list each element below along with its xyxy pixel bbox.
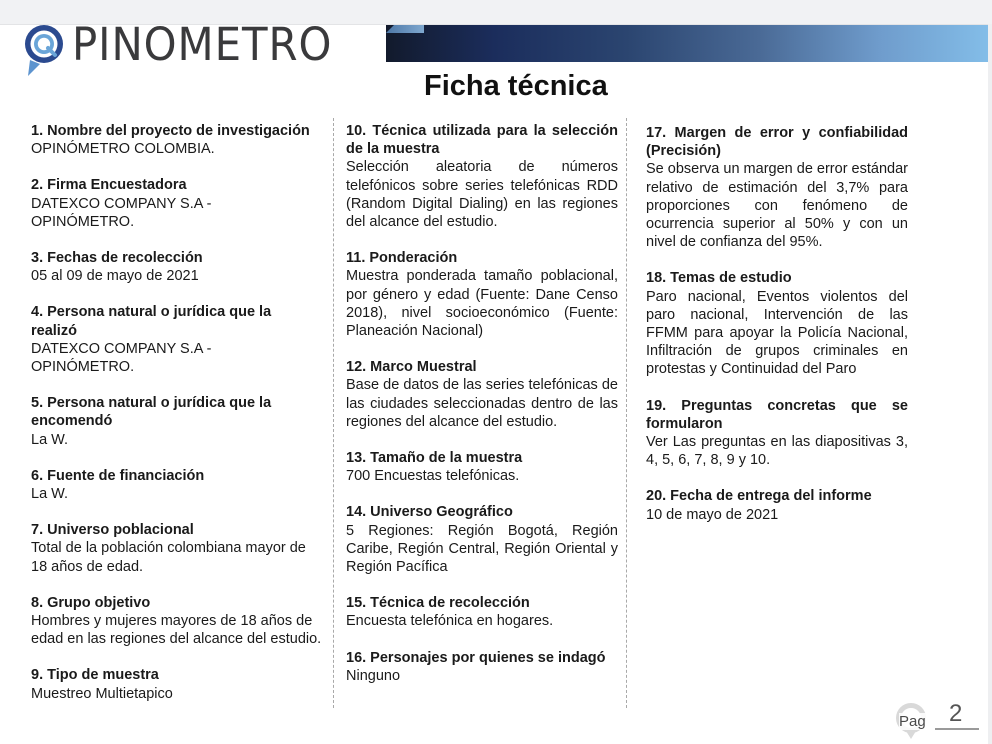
section-body: Total de la población colombiana mayor de 18 años de edad. — [31, 540, 306, 575]
section-body: Muestra ponderada tamaño poblacional, por género y edad (Fuente: Dane Censo 2018), nivel socioeconómico (Fuente: Planeación Nacional) — [346, 268, 618, 340]
section-body: Base de datos de las series telefónicas de las ciudades seleccionadas dentro de las regiones del alcance del estudio. — [346, 377, 618, 430]
section-item — [646, 397, 908, 470]
section-body: 10 de mayo de 2021 — [646, 506, 779, 523]
section-item — [31, 176, 323, 231]
section-heading: 14. Universo Geográfico — [346, 504, 513, 521]
section-body: La W. — [31, 431, 69, 448]
page-title: Ficha técnica — [424, 70, 608, 102]
section-body: Encuesta telefónica en hogares. — [346, 613, 554, 630]
section-body: Ninguno — [346, 667, 401, 684]
section-heading: 20. Fecha de entrega del informe — [646, 488, 872, 505]
section-item — [346, 449, 618, 485]
section-item — [31, 594, 323, 649]
section-body: 700 Encuestas telefónicas. — [346, 468, 520, 485]
page-label: Pag — [899, 713, 926, 730]
section-heading: 18. Temas de estudio — [646, 270, 792, 287]
speech-bubble-tail — [906, 731, 916, 739]
section-heading: 5. Persona natural o jurídica que la encomendó — [31, 395, 272, 430]
section-body: Ver Las preguntas en las diapositivas 3, 4, 5, 6, 7, 8, 9 y 10. — [646, 434, 908, 469]
section-item — [346, 649, 618, 685]
section-heading: 4. Persona natural o jurídica que la realizó — [31, 304, 272, 339]
section-item — [646, 269, 908, 378]
section-item — [646, 487, 908, 523]
column-1 — [31, 122, 323, 721]
page-underline — [935, 728, 979, 730]
column-3 — [646, 124, 908, 542]
section-body: Paro nacional, Eventos violentos del paro nacional, Intervención de las FFMM para apoyar la Policía Nacional, Infiltración de grupos criminales en protestas y Continuidad del Paro — [646, 288, 908, 378]
section-heading: 7. Universo poblacional — [31, 522, 194, 539]
section-item — [346, 249, 618, 340]
section-heading: 12. Marco Muestral — [346, 359, 477, 376]
section-item — [346, 122, 618, 231]
magnifier-speech-bubble-icon — [22, 22, 70, 78]
section-heading: 11. Ponderación — [346, 250, 458, 267]
section-item — [646, 124, 908, 251]
section-body: Hombres y mujeres mayores de 18 años de edad en las regiones del alcance del estudio. — [31, 613, 322, 648]
right-edge — [988, 24, 992, 744]
section-item — [31, 521, 323, 576]
section-body: Muestreo Multietapico — [31, 685, 173, 702]
section-heading: 2. Firma Encuestadora — [31, 177, 187, 194]
section-heading: 10. Técnica utilizada para la selección de la muestra — [346, 123, 618, 158]
section-heading: 1. Nombre del proyecto de investigación — [31, 123, 310, 139]
header-banner — [386, 25, 988, 62]
section-heading: 16. Personajes por quienes se indagó — [346, 649, 606, 666]
section-heading: 13. Tamaño de la muestra — [346, 450, 523, 467]
section-item — [31, 303, 323, 376]
section-item — [31, 394, 323, 449]
section-body: Se observa un margen de error estándar relativo de estimación del 3,7% para proporciones con fenómeno de ocurrencia superior al 50% y con un nivel de confianza del 95%. — [646, 161, 908, 251]
section-item — [31, 122, 323, 158]
section-heading: 6. Fuente de financiación — [31, 467, 205, 484]
section-item — [346, 358, 618, 431]
column-divider — [626, 118, 627, 708]
section-item — [31, 666, 323, 702]
section-body: 5 Regiones: Región Bogotá, Región Caribe, Región Central, Región Oriental y Región Pacífica — [346, 522, 618, 576]
section-item — [346, 503, 618, 576]
section-body: Selección aleatoria de números telefónicos sobre series telefónicas RDD (Random Digital Dialing) en las regiones del alcance del estudio. — [346, 159, 618, 231]
section-body: DATEXCO COMPANY S.A - OPINÓMETRO. — [31, 195, 212, 230]
section-heading: 9. Tipo de muestra — [31, 667, 159, 684]
section-item — [31, 249, 323, 285]
column-2 — [346, 122, 618, 703]
section-body: 05 al 09 de mayo de 2021 — [31, 268, 199, 285]
column-divider — [333, 118, 334, 708]
page-number: 2 — [949, 700, 963, 727]
section-body: DATEXCO COMPANY S.A - OPINÓMETRO. — [31, 340, 212, 376]
brand-name: PINOMETRO — [72, 17, 333, 71]
page-indicator — [893, 700, 983, 740]
section-heading: 8. Grupo objetivo — [31, 594, 151, 611]
section-item — [31, 467, 323, 503]
brand-logo — [22, 17, 352, 78]
section-body: OPINÓMETRO COLOMBIA. — [31, 141, 215, 158]
section-body: La W. — [31, 486, 69, 503]
section-heading: 17. Margen de error y confiabilidad (Precisión) — [646, 125, 908, 160]
section-heading: 15. Técnica de recolección — [346, 595, 530, 612]
section-heading: 3. Fechas de recolección — [31, 250, 203, 267]
section-item — [346, 594, 618, 630]
section-heading: 19. Preguntas concretas que se formularon — [646, 397, 908, 432]
